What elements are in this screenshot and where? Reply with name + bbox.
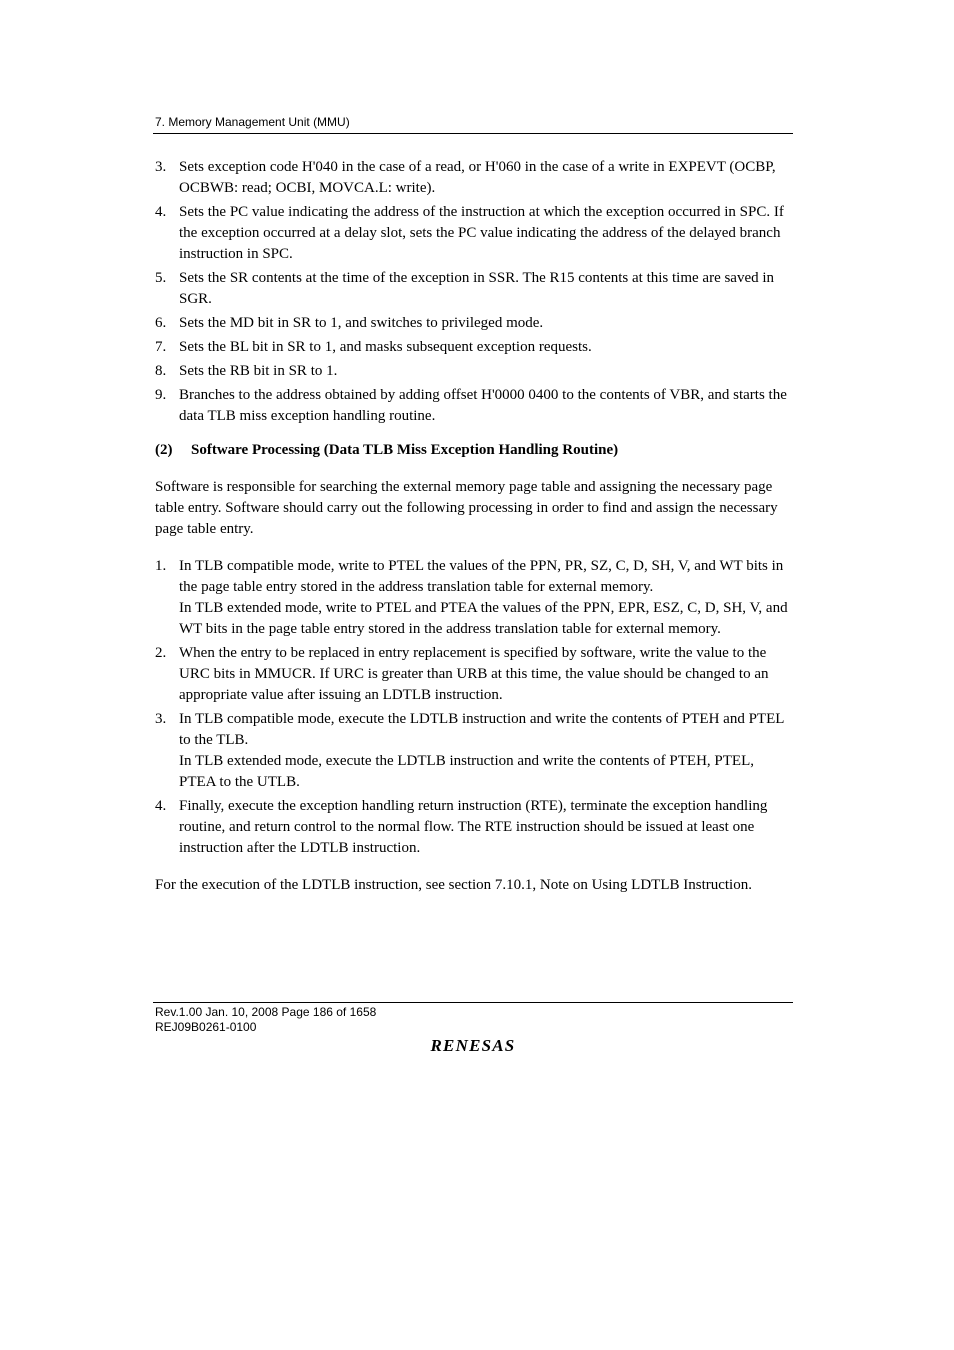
item-number: 4. bbox=[155, 798, 167, 814]
item-text: Sets the PC value indicating the address of the instruction at which the exception occurred in SPC. If the exception occurred at a delay slot, sets the PC value indicating the address of the delayed branch instruction in SPC. bbox=[179, 204, 784, 262]
closing-paragraph: For the execution of the LDTLB instruction, see section 7.10.1, Note on Using LDTLB Instruction. bbox=[155, 877, 752, 893]
item-text: In TLB extended mode, execute the LDTLB instruction and write the contents of PTEH, PTEL, PTEA to the UTLB. bbox=[179, 753, 754, 790]
running-footer bbox=[155, 1005, 376, 1035]
list-item bbox=[155, 796, 793, 859]
item-number: 4. bbox=[155, 204, 167, 220]
list-item bbox=[155, 337, 793, 358]
hardware-steps-list bbox=[155, 157, 793, 427]
item-text: Sets exception code H'040 in the case of a read, or H'060 in the case of a write in EXPEVT (OCBP, OCBWB: read; OCBI, MOVCA.L: write). bbox=[179, 159, 776, 196]
section-heading bbox=[155, 440, 793, 461]
software-steps-list bbox=[155, 556, 793, 859]
footer-rule bbox=[153, 1002, 793, 1003]
item-text: In TLB extended mode, write to PTEL and PTEA the values of the PPN, EPR, ESZ, C, D, SH, V, and WT bits in the page table entry stored in the address translation table for external memory. bbox=[179, 600, 788, 637]
item-text: When the entry to be replaced in entry replacement is specified by software, write the value to the URC bits in MMUCR. If URC is greater than URB at this time, the value should be changed to an appropriate value after issuing an LDTLB instruction. bbox=[179, 645, 769, 703]
list-item bbox=[155, 313, 793, 334]
item-text: In TLB compatible mode, execute the LDTLB instruction and write the contents of PTEH and PTEL to the TLB. bbox=[179, 711, 784, 748]
item-text: Sets the MD bit in SR to 1, and switches to privileged mode. bbox=[179, 315, 544, 331]
item-number: 6. bbox=[155, 315, 167, 331]
item-text: In TLB compatible mode, write to PTEL the values of the PPN, PR, SZ, C, D, SH, V, and WT bits in the page table entry stored in the address translation table for external memory. bbox=[179, 558, 784, 595]
list-item bbox=[155, 385, 793, 427]
list-item bbox=[155, 157, 793, 199]
item-text: Sets the SR contents at the time of the exception in SSR. The R15 contents at this time are saved in SGR. bbox=[179, 270, 775, 307]
list-item bbox=[155, 709, 793, 793]
item-number: 2. bbox=[155, 645, 167, 661]
heading-number: (2) bbox=[155, 442, 173, 458]
header-rule bbox=[153, 133, 793, 134]
item-number: 5. bbox=[155, 270, 167, 286]
item-text: Sets the BL bit in SR to 1, and masks subsequent exception requests. bbox=[179, 339, 592, 355]
item-text: Branches to the address obtained by adding offset H'0000 0400 to the contents of VBR, and starts the data TLB miss exception handling routine. bbox=[179, 387, 787, 424]
page-body bbox=[155, 157, 793, 896]
list-item bbox=[155, 202, 793, 265]
logo-text: RENESAS bbox=[430, 1036, 516, 1055]
intro-paragraph: Software is responsible for searching the external memory page table and assigning the necessary page table entry. Software should carry out the following processing in order to find and assign the necessary page table entry. bbox=[155, 479, 778, 537]
list-item bbox=[155, 643, 793, 706]
item-number: 3. bbox=[155, 159, 167, 175]
document-number: REJ09B0261-0100 bbox=[155, 1020, 257, 1034]
item-number: 8. bbox=[155, 363, 167, 379]
list-item bbox=[155, 361, 793, 382]
renesas-logo bbox=[413, 1035, 533, 1055]
list-item bbox=[155, 268, 793, 310]
item-text: Finally, execute the exception handling return instruction (RTE), terminate the exception handling routine, and return control to the normal flow. The RTE instruction should be issued at least one instruction after the LDTLB instruction. bbox=[179, 798, 768, 856]
list-item bbox=[155, 556, 793, 640]
running-header: 7. Memory Management Unit (MMU) bbox=[155, 115, 350, 129]
item-text: Sets the RB bit in SR to 1. bbox=[179, 363, 338, 379]
item-number: 1. bbox=[155, 558, 167, 574]
item-number: 9. bbox=[155, 387, 167, 403]
item-number: 3. bbox=[155, 711, 167, 727]
revision-info: Rev.1.00 Jan. 10, 2008 Page 186 of 1658 bbox=[155, 1005, 377, 1019]
heading-title: Software Processing (Data TLB Miss Exception Handling Routine) bbox=[191, 442, 619, 458]
item-number: 7. bbox=[155, 339, 167, 355]
